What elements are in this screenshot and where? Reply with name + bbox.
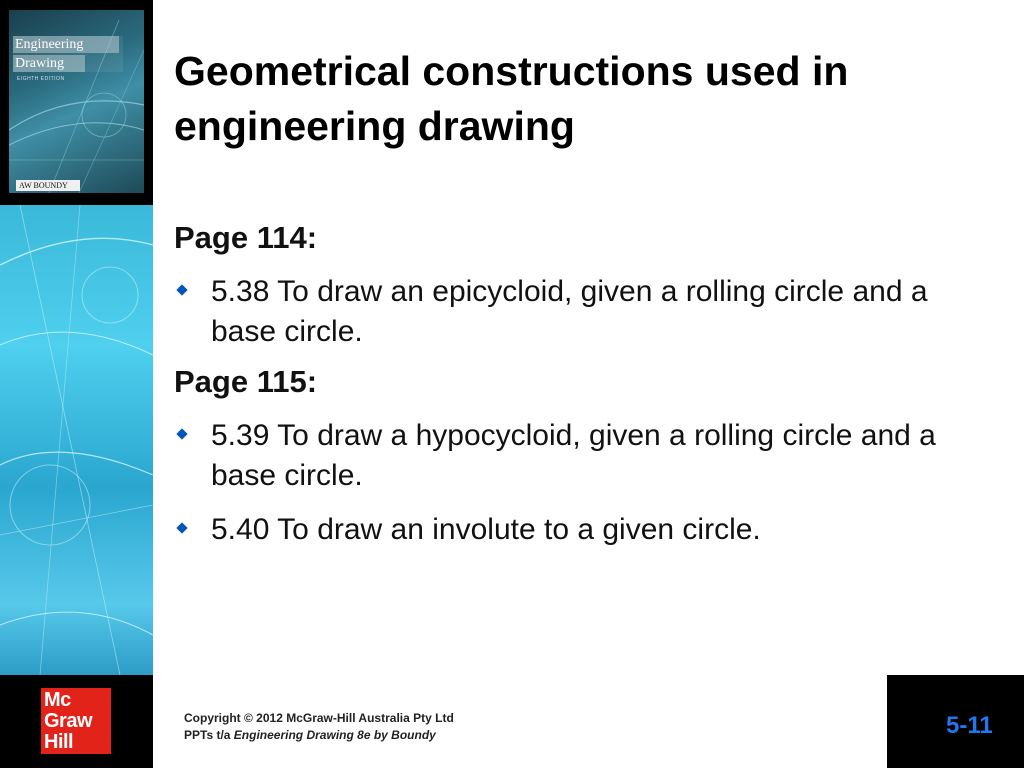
diamond-bullet-icon [176, 284, 187, 295]
logo-line-2: Graw [44, 710, 93, 732]
logo-line-1: Mc [44, 689, 71, 711]
logo-line-3: Hill [44, 731, 74, 753]
bullet-item [174, 416, 994, 496]
ppts-line [184, 727, 454, 744]
bullet-text: 5.39 To draw a hypocycloid, given a rolling circle and a base circle. [211, 419, 936, 492]
diamond-bullet-icon [176, 522, 187, 533]
footer-copyright [184, 710, 454, 744]
copyright-line: Copyright © 2012 McGraw-Hill Australia Pty Ltd [184, 711, 454, 725]
cover-edition: EIGHTH EDITION [17, 76, 65, 82]
cover-title-line-2: Drawing [13, 55, 85, 72]
ppts-prefix: PPTs t/a [184, 728, 234, 742]
book-cover-frame [0, 0, 153, 205]
bullet-text: 5.40 To draw an involute to a given circle. [211, 513, 761, 546]
page-number: 5-11 [946, 712, 993, 739]
cover-title [13, 36, 123, 72]
cover-title-line-1: Engineering [13, 36, 119, 53]
section-heading-page-115: Page 115: [174, 364, 318, 399]
bullet-list-page-115 [174, 416, 994, 550]
bullet-text: 5.38 To draw an epicycloid, given a rolling circle and a base circle. [211, 275, 928, 348]
ppts-book-title: Engineering Drawing 8e by Boundy [233, 728, 436, 742]
book-cover-image [9, 10, 144, 193]
cover-author: AW BOUNDY [16, 180, 80, 191]
decorative-blue-strip [0, 205, 153, 675]
slide-content [174, 218, 994, 560]
diamond-bullet-icon [176, 428, 187, 439]
bullet-item [174, 510, 994, 550]
section-heading-page-114: Page 114: [174, 220, 318, 255]
slide-title: Geometrical constructions used in engineering drawing [174, 48, 849, 149]
bullet-list-page-114 [174, 272, 994, 352]
blue-strip-pattern [0, 205, 153, 675]
bullet-item [174, 272, 994, 352]
mcgraw-hill-logo [41, 688, 111, 754]
